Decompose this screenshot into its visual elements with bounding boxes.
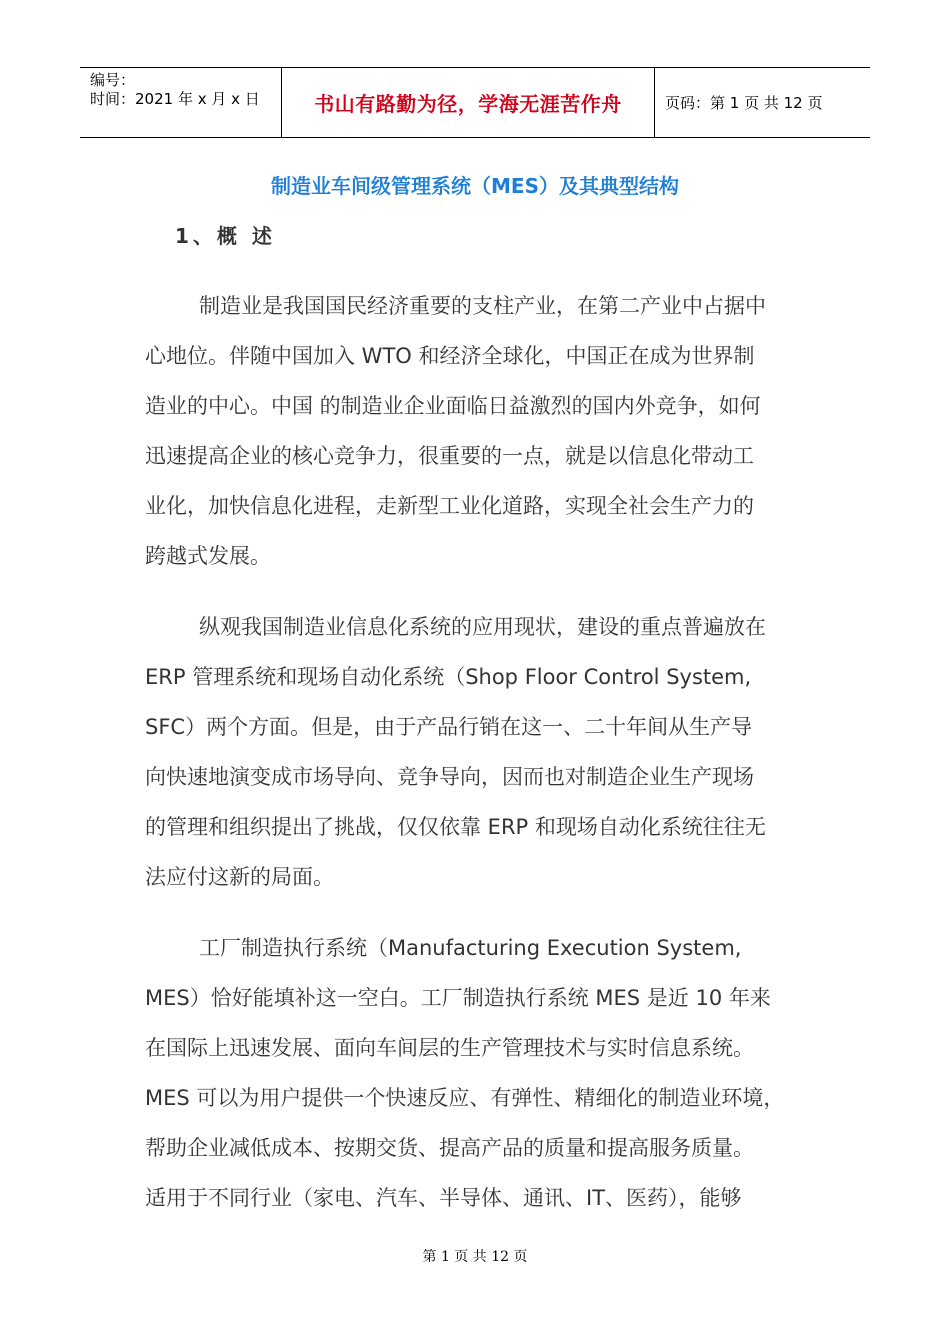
paragraph-line: 帮助企业减低成本、按期交货、提高产品的质量和提高服务质量。 (145, 1136, 754, 1160)
paragraph-line: 法应付这新的局面。 (145, 865, 334, 889)
time-label: 时间：2021 年 x 月 x 日 (90, 90, 260, 108)
page-footer: 第 1 页 共 12 页 (422, 1249, 528, 1265)
paragraph-line: MES 可以为用户提供一个快速反应、有弹性、精细化的制造业环境， (145, 1086, 785, 1110)
header-table (80, 67, 870, 138)
page-info: 页码：第 1 页 共 12 页 (665, 94, 823, 112)
paragraph-line: 纵观我国制造业信息化系统的应用现状，建设的重点普遍放在 (199, 615, 766, 639)
paragraph-line: 工厂制造执行系统（Manufacturing Execution System, (199, 936, 742, 960)
number-label: 编号： (90, 71, 136, 89)
paragraph-1 (145, 281, 815, 581)
paragraph-line: MES）恰好能填补这一空白。工厂制造执行系统 MES 是近 10 年来 (145, 986, 771, 1010)
paragraph-line: 心地位。伴随中国加入 WTO 和经济全球化，中国正在成为世界制 (145, 344, 755, 368)
document-title: 制造业车间级管理系统（MES）及其典型结构 (271, 174, 679, 198)
motto: 书山有路勤为径，学海无涯苦作舟 (282, 68, 655, 137)
paragraph-line: 造业的中心。中国 的制造业企业面临日益激烈的国内外竞争，如何 (145, 394, 761, 418)
section-heading: 1、概 述 (175, 224, 276, 248)
paragraph-line: 在国际上迅速发展、面向车间层的生产管理技术与实时信息系统。 (145, 1036, 754, 1060)
paragraph-line: 业化，加快信息化进程，走新型工业化道路，实现全社会生产力的 (145, 494, 754, 518)
paragraph-line: 向快速地演变成市场导向、竞争导向，因而也对制造企业生产现场 (145, 765, 754, 789)
paragraph-3 (145, 923, 815, 1223)
header-meta-cell (80, 68, 282, 137)
paragraph-line: SFC）两个方面。但是，由于产品行销在这一、二十年间从生产导 (145, 715, 753, 739)
paragraph-2 (145, 602, 815, 902)
paragraph-line: 制造业是我国国民经济重要的支柱产业，在第二产业中占据中 (199, 294, 766, 318)
paragraph-line: 适用于不同行业（家电、汽车、半导体、通讯、IT、医药），能够 (145, 1186, 742, 1210)
paragraph-line: 的管理和组织提出了挑战，仅仅依靠 ERP 和现场自动化系统往往无 (145, 815, 766, 839)
paragraph-line: 迅速提高企业的核心竞争力，很重要的一点，就是以信息化带动工 (145, 444, 754, 468)
paragraph-line: 跨越式发展。 (145, 544, 271, 568)
paragraph-line: ERP 管理系统和现场自动化系统（Shop Floor Control System, (145, 665, 752, 689)
